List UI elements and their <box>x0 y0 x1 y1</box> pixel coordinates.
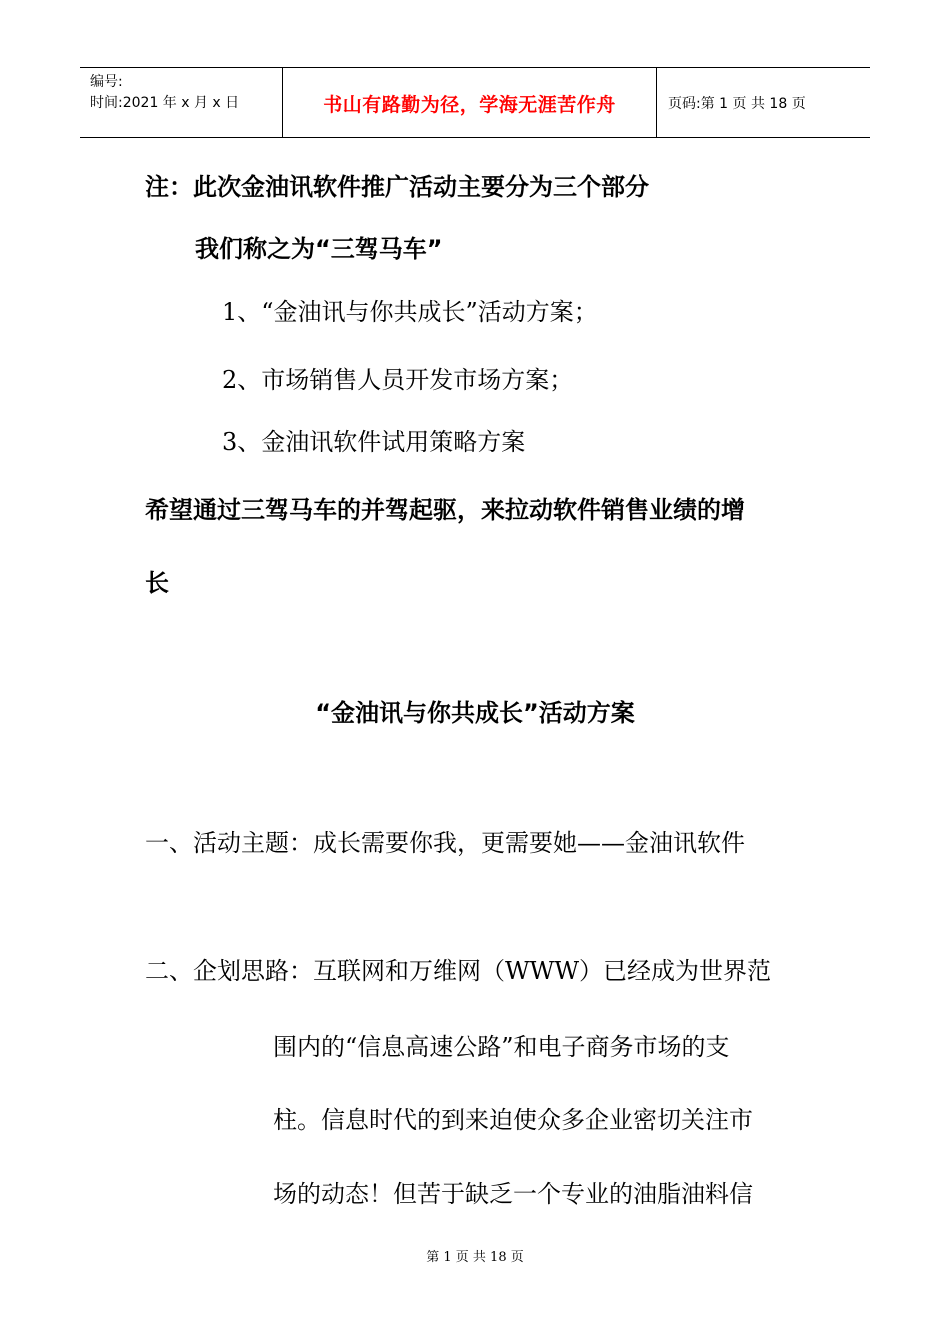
header-middle-cell <box>282 68 657 137</box>
date-label: 时间:2021 年 x 月 x 日 <box>90 95 240 111</box>
header-page-info: 页码:第 1 页 共 18 页 <box>668 96 806 112</box>
hope-line-2: 长 <box>145 569 169 597</box>
header-left-cell <box>80 68 282 137</box>
page-footer: 第 1 页 共 18 页 <box>426 1250 524 1265</box>
document-header <box>80 67 870 138</box>
idea-line-2: 围内的“信息高速公路”和电子商务市场的支 <box>273 1033 730 1061</box>
list-item-2: 2、市场销售人员开发市场方案； <box>222 366 574 394</box>
number-label: 编号: <box>90 74 123 90</box>
theme-line: 一、活动主题：成长需要你我，更需要她——金油讯软件 <box>145 829 745 857</box>
header-motto: 书山有路勤为径，学海无涯苦作舟 <box>323 94 616 116</box>
idea-line-3: 柱。信息时代的到来迫使众多企业密切关注市 <box>273 1106 753 1134</box>
list-item-1: 1、“金油讯与你共成长”活动方案； <box>222 298 598 326</box>
header-right-cell <box>656 68 870 137</box>
note-line: 注：此次金油讯软件推广活动主要分为三个部分 <box>145 173 649 201</box>
list-item-3: 3、金油讯软件试用策略方案 <box>222 428 526 456</box>
hope-line-1: 希望通过三驾马车的并驾起驱，来拉动软件销售业绩的增 <box>145 496 745 524</box>
idea-line-4: 场的动态！但苦于缺乏一个专业的油脂油料信 <box>273 1180 753 1208</box>
idea-line-1: 二、企划思路：互联网和万维网（WWW）已经成为世界范 <box>145 957 772 985</box>
call-line: 我们称之为“三驾马车” <box>195 235 443 263</box>
section-title: “金油讯与你共成长”活动方案 <box>315 699 635 727</box>
